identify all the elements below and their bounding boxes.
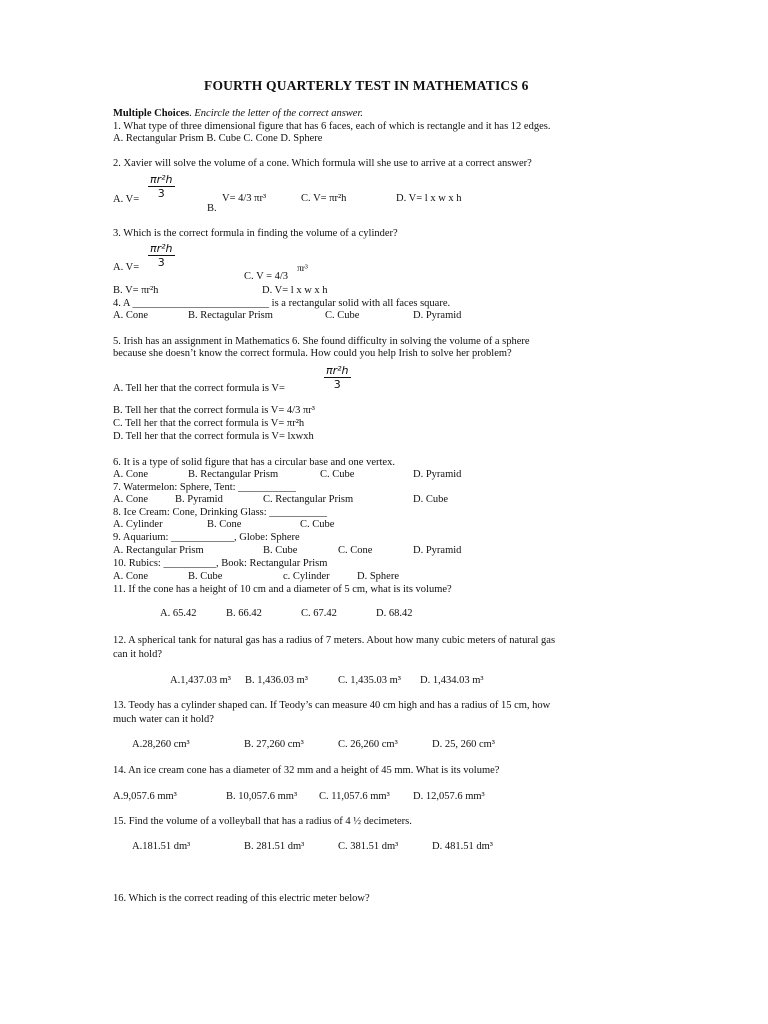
page-title: FOURTH QUARTERLY TEST IN MATHEMATICS 6 <box>204 78 529 93</box>
question-13-line-1: 13. Teody has a cylinder shaped can. If Teody’s can measure 40 cm high and has a radius of 15 cm, how <box>113 700 551 711</box>
choice-11d: D. 68.42 <box>376 608 413 619</box>
choice-11c: C. 67.42 <box>301 608 337 619</box>
question-11: 11. If the cone has a height of 10 cm and a diameter of 5 cm, what is its volume? <box>113 584 452 595</box>
choice-7b: B. Pyramid <box>175 494 223 505</box>
choice-5d: D. Tell her that the correct formula is V= lxwxh <box>113 431 314 442</box>
question-9: 9. Aquarium: ____________, Globe: Sphere <box>113 532 300 543</box>
choice-15b: B. 281.51 dm³ <box>244 841 305 852</box>
question-2: 2. Xavier will solve the volume of a cone. Which formula will she use to arrive at a correct answer? <box>113 158 532 169</box>
choice-2b-formula: V= 4/3 πr³ <box>222 193 267 204</box>
question-6: 6. It is a type of solid figure that has a circular base and one vertex. <box>113 457 395 468</box>
choice-8b: B. Cone <box>207 519 242 530</box>
question-5-line-1: 5. Irish has an assignment in Mathematics 6. She found difficulty in solving the volume of a sphere <box>113 336 530 347</box>
question-12-line-2: can it hold? <box>113 649 162 660</box>
choice-4d: D. Pyramid <box>413 310 462 321</box>
question-1: 1. What type of three dimensional figure that has 6 faces, each of which is rectangle and it has 12 edges. <box>113 121 551 132</box>
question-14: 14. An ice cream cone has a diameter of 32 mm and a height of 45 mm. What is its volume? <box>113 765 500 776</box>
choice-9c: C. Cone <box>338 545 373 556</box>
formula-numerator: πr²h <box>150 242 173 255</box>
choice-15a: A.181.51 dm³ <box>132 841 191 852</box>
question-4: 4. A __________________________ is a rectangular solid with all faces square. <box>113 298 451 309</box>
choice-5b: B. Tell her that the correct formula is V= 4/3 πr³ <box>113 405 315 416</box>
formula-denominator: 3 <box>157 187 165 200</box>
question-7: 7. Watermelon: Sphere, Tent: ___________ <box>113 482 296 493</box>
choice-11a: A. 65.42 <box>160 608 197 619</box>
choice-12d: D. 1,434.03 m³ <box>420 675 484 686</box>
formula-fraction <box>148 243 175 268</box>
choice-2b: B. <box>207 203 217 214</box>
choice-12a: A.1,437.03 m³ <box>170 675 231 686</box>
choice-10c: c. Cylinder <box>283 571 330 582</box>
choice-2a: A. V= <box>113 194 140 205</box>
choice-10d: D. Sphere <box>357 571 399 582</box>
directions-heading: Multiple Choices <box>113 108 190 119</box>
choice-10b: B. Cube <box>188 571 223 582</box>
formula-fraction <box>324 365 351 390</box>
question-12-line-1: 12. A spherical tank for natural gas has a radius of 7 meters. About how many cubic meters of natural gas <box>113 635 556 646</box>
question-1-choices: A. Rectangular Prism B. Cube C. Cone D. Sphere <box>113 133 323 144</box>
question-5-line-2: because she doesn’t know the correct formula. How could you help Irish to solve her problem? <box>113 348 512 359</box>
choice-14c: C. 11,057.6 mm³ <box>319 791 390 802</box>
directions <box>113 108 363 120</box>
choice-7a: A. Cone <box>113 494 148 505</box>
choice-8a: A. Cylinder <box>113 519 163 530</box>
choice-14d: D. 12,057.6 mm³ <box>413 791 485 802</box>
formula-denominator: 3 <box>157 256 165 269</box>
choice-9b: B. Cube <box>263 545 298 556</box>
formula-fraction <box>148 174 175 199</box>
choice-14a: A.9,057.6 mm³ <box>113 791 177 802</box>
choice-3c-formula: πr³ <box>297 264 308 274</box>
choice-7c: C. Rectangular Prism <box>263 494 354 505</box>
choice-12b: B. 1,436.03 m³ <box>245 675 308 686</box>
choice-8c: C. Cube <box>300 519 335 530</box>
choice-7d: D. Cube <box>413 494 448 505</box>
formula-numerator: πr²h <box>150 173 173 186</box>
formula-numerator: πr²h <box>326 364 349 377</box>
question-13-line-2: much water can it hold? <box>113 714 214 725</box>
choice-3a: A. V= <box>113 262 140 273</box>
choice-14b: B. 10,057.6 mm³ <box>226 791 298 802</box>
choice-13d: D. 25, 260 cm³ <box>432 739 495 750</box>
question-3: 3. Which is the correct formula in finding the volume of a cylinder? <box>113 228 398 239</box>
choice-2c: C. V= πr²h <box>301 193 347 204</box>
choice-5c: C. Tell her that the correct formula is V= πr²h <box>113 418 305 429</box>
choice-6b: B. Rectangular Prism <box>188 469 279 480</box>
choice-9d: D. Pyramid <box>413 545 462 556</box>
choice-3c: C. V = 4/3 <box>244 271 289 282</box>
choice-4b: B. Rectagular Prism <box>188 310 273 321</box>
choice-6c: C. Cube <box>320 469 355 480</box>
choice-3d: D. V= l x w x h <box>262 285 328 296</box>
question-15: 15. Find the volume of a volleyball that has a radius of 4 ½ decimeters. <box>113 816 412 827</box>
choice-15d: D. 481.51 dm³ <box>432 841 493 852</box>
question-8: 8. Ice Cream: Cone, Drinking Glass: ___________ <box>113 507 328 518</box>
question-10: 10. Rubics: __________, Book: Rectangular Prism <box>113 558 328 569</box>
choice-10a: A. Cone <box>113 571 148 582</box>
choice-11b: B. 66.42 <box>226 608 262 619</box>
choice-2d: D. V= l x w x h <box>396 193 462 204</box>
directions-separator: . <box>189 108 195 119</box>
choice-13a: A.28,260 cm³ <box>132 739 190 750</box>
choice-6d: D. Pyramid <box>413 469 462 480</box>
choice-6a: A. Cone <box>113 469 148 480</box>
choice-5a: A. Tell her that the correct formula is V= <box>113 383 285 394</box>
choice-4c: C. Cube <box>325 310 360 321</box>
choice-12c: C. 1,435.03 m³ <box>338 675 401 686</box>
choice-9a: A. Rectangular Prism <box>113 545 204 556</box>
question-16: 16. Which is the correct reading of this electric meter below? <box>113 893 370 904</box>
choice-3b: B. V= πr²h <box>113 285 159 296</box>
directions-text: Encircle the letter of the correct answer. <box>194 108 364 119</box>
choice-15c: C. 381.51 dm³ <box>338 841 399 852</box>
choice-13b: B. 27,260 cm³ <box>244 739 304 750</box>
formula-denominator: 3 <box>333 378 341 391</box>
choice-13c: C. 26,260 cm³ <box>338 739 398 750</box>
choice-4a: A. Cone <box>113 310 148 321</box>
